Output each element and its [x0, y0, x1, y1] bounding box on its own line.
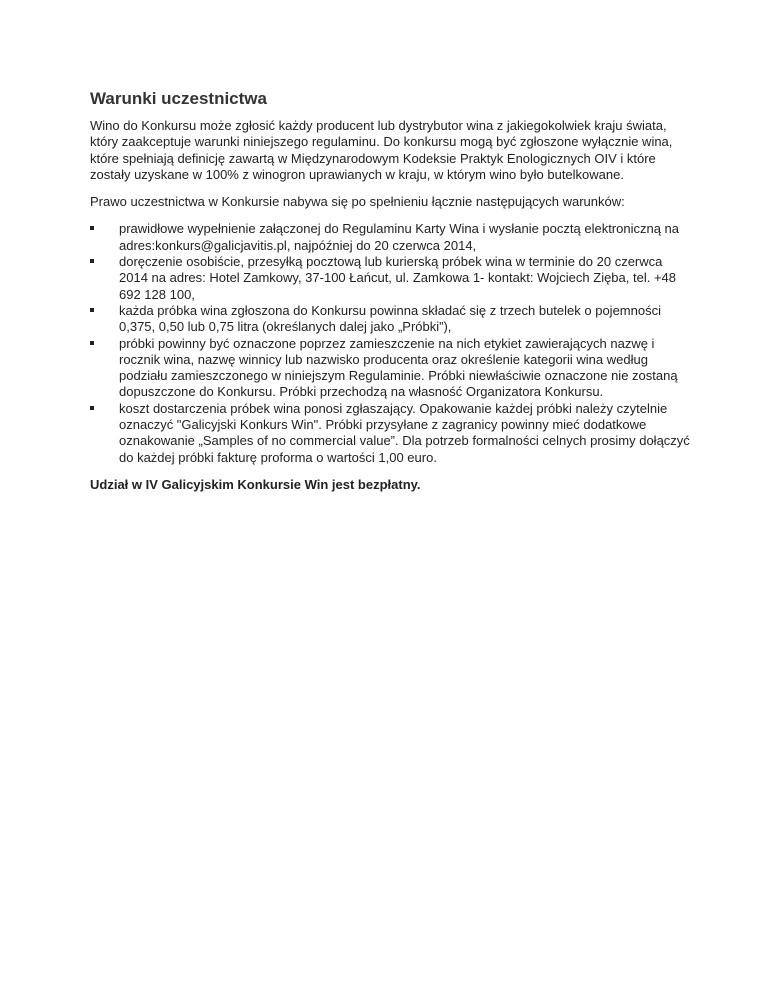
list-item-text: koszt dostarczenia próbek wina ponosi zgłaszający. Opakowanie każdej próbki należy czytelnie oznaczyć "Galicyjski Konkurs Win". Próbki przysyłane z zagranicy powinny mieć dodatkowe oznakowanie „Samples of no commercial value”. Dla potrzeb formalności celnych prosimy dołączyć do każdej próbki fakturę proforma o wartości 1,00 euro.: [119, 400, 690, 465]
list-item-text: doręczenie osobiście, przesyłką pocztową lub kurierską próbek wina w terminie do 20 czerwca 2014 na adres: Hotel Zamkowy, 37-100 Łańcut, ul. Zamkowa 1- kontakt: Wojciech Zięba, tel. +48 692 128 100,: [119, 254, 677, 302]
square-bullet-icon: [90, 259, 94, 263]
square-bullet-icon: [90, 341, 94, 345]
list-item-text: każda próbka wina zgłoszona do Konkursu powinna składać się z trzech butelek o pojemności 0,375, 0,50 lub 0,75 litra (określanych dalej jako „Próbki”),: [119, 302, 661, 335]
square-bullet-icon: [90, 308, 94, 312]
document-page: [90, 88, 690, 493]
list-item: [90, 303, 690, 336]
list-item-text: prawidłowe wypełnienie załączonej do Regulaminu Karty Wina i wysłanie pocztą elektroniczną na adres:konkurs@galicjavitis.pl, najpóźniej do 20 czerwca 2014,: [119, 221, 680, 253]
list-item-text: próbki powinny być oznaczone poprzez zamieszczenie na nich etykiet zawierających nazwę i rocznik wina, nazwę winnicy lub nazwisko producenta oraz określenie kategorii wina według podziału zamieszczonego w niniejszym Regulaminie. Próbki niewłaściwie oznaczone nie zostaną dopuszczone do Konkursu. Próbki przechodzą na własność Organizatora Konkursu.: [119, 335, 678, 400]
conditions-list: [90, 221, 690, 465]
page-title: Warunki uczestnictwa: [90, 89, 267, 108]
intro-paragraph: Wino do Konkursu może zgłosić każdy producent lub dystrybutor wina z jakiegokolwiek kraju świata, który zaakceptuje warunki niniejszego regulaminu. Do konkursu mogą być zgłoszone wyłącznie wina, które spełniają definicję zawartą w Międzynarodowym Kodeksie Praktyk Enologicznych OIV i które zostały uzyskane w 100% z winogron uprawianych w kraju, w którym wino było butelkowane.: [90, 118, 673, 182]
list-item: [90, 221, 690, 254]
square-bullet-icon: [90, 226, 94, 230]
list-item: [90, 254, 690, 303]
square-bullet-icon: [90, 406, 94, 410]
conditions-intro-paragraph: Prawo uczestnictwa w Konkursie nabywa się po spełnieniu łącznie następujących warunków:: [90, 194, 625, 210]
list-item: [90, 336, 690, 401]
list-item: [90, 401, 690, 466]
closing-statement: Udział w IV Galicyjskim Konkursie Win jest bezpłatny.: [90, 476, 421, 492]
